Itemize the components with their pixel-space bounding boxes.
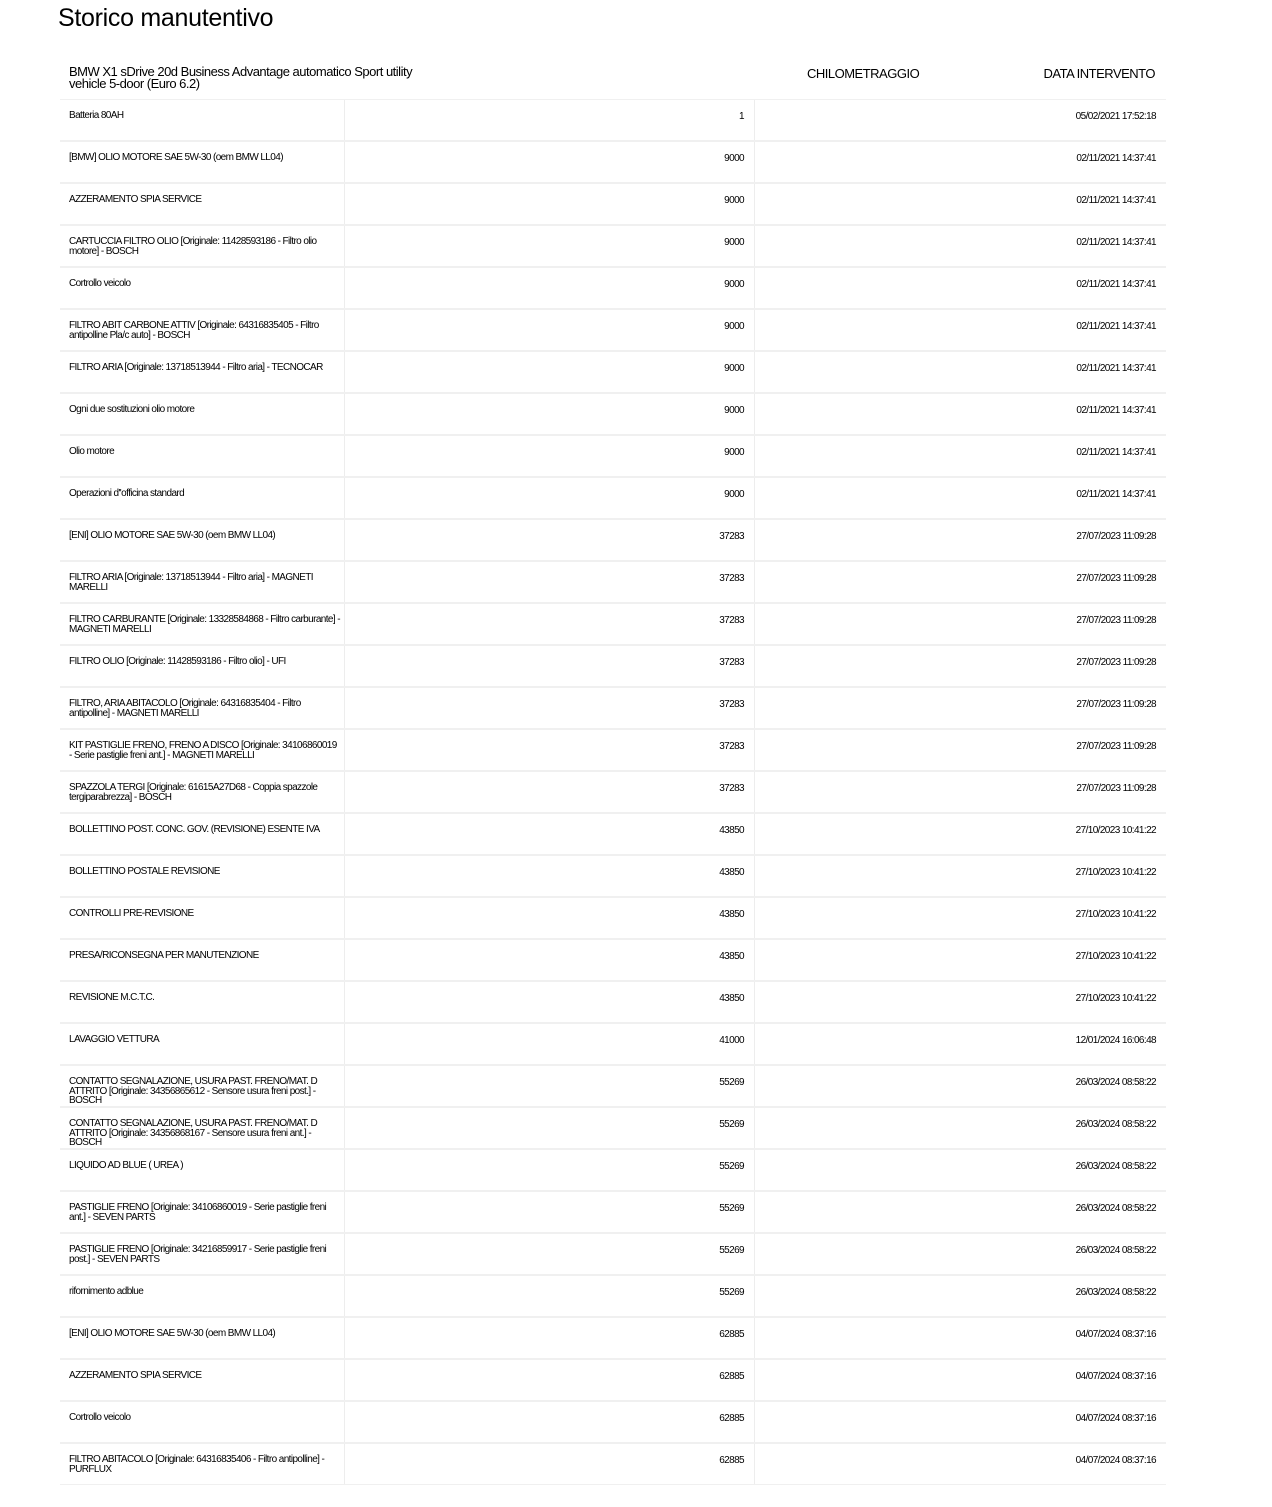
row-km: 9000 <box>724 195 744 206</box>
row-km: 37283 <box>719 573 744 584</box>
row-date: 12/01/2024 16:06:48 <box>1075 1035 1156 1046</box>
row-date: 27/07/2023 11:09:28 <box>1076 615 1156 626</box>
date-column-header: DATA INTERVENTO <box>1043 66 1155 81</box>
row-description: FILTRO CARBURANTE [Originale: 13328584868 - Filtro carburante] - MAGNETI MARELLI <box>69 614 340 635</box>
row-description: Operazioni d''officina standard <box>69 488 185 499</box>
row-date: 27/10/2023 10:41:22 <box>1075 951 1156 962</box>
row-description: Ogni due sostituzioni olio motore <box>69 404 195 415</box>
table-row <box>60 771 1166 813</box>
row-date: 26/03/2024 08:58:22 <box>1075 1287 1156 1298</box>
row-date: 27/07/2023 11:09:28 <box>1076 657 1156 668</box>
row-date: 27/10/2023 10:41:22 <box>1075 867 1156 878</box>
table-header <box>60 60 1166 98</box>
row-km: 43850 <box>719 825 744 836</box>
table-row <box>60 855 1166 897</box>
row-km: 37283 <box>719 657 744 668</box>
row-km: 41000 <box>719 1035 744 1046</box>
row-date: 02/11/2021 14:37:41 <box>1076 489 1156 500</box>
row-date: 27/07/2023 11:09:28 <box>1076 741 1156 752</box>
row-km: 9000 <box>724 237 744 248</box>
table-row <box>60 813 1166 855</box>
row-date: 04/07/2024 08:37:16 <box>1075 1455 1156 1466</box>
row-km: 1 <box>739 111 744 122</box>
table-row <box>60 435 1166 477</box>
table-row <box>60 603 1166 645</box>
row-km: 37283 <box>719 783 744 794</box>
row-date: 27/07/2023 11:09:28 <box>1076 699 1156 710</box>
row-description: KIT PASTIGLIE FRENO, FRENO A DISCO [Originale: 34106860019 - Serie pastiglie freni ant.] - MAGNETI MARELLI <box>69 740 337 761</box>
table-row <box>60 1443 1166 1485</box>
row-description: PRESA/RICONSEGNA PER MANUTENZIONE <box>69 950 259 961</box>
row-date: 02/11/2021 14:37:41 <box>1076 237 1156 248</box>
row-km: 62885 <box>719 1371 744 1382</box>
row-description: Cortrollo veicolo <box>69 1412 131 1423</box>
row-date: 02/11/2021 14:37:41 <box>1076 321 1156 332</box>
maintenance-table <box>60 99 1166 1485</box>
row-description: AZZERAMENTO SPIA SERVICE <box>69 1370 202 1381</box>
row-km: 62885 <box>719 1329 744 1340</box>
table-row <box>60 1359 1166 1401</box>
table-row <box>60 225 1166 267</box>
row-km: 9000 <box>724 321 744 332</box>
table-row <box>60 267 1166 309</box>
row-km: 9000 <box>724 279 744 290</box>
row-km: 37283 <box>719 531 744 542</box>
table-row <box>60 1023 1166 1065</box>
row-date: 02/11/2021 14:37:41 <box>1076 405 1156 416</box>
row-description: FILTRO ARIA [Originale: 13718513944 - Filtro aria] - TECNOCAR <box>69 362 323 373</box>
row-date: 26/03/2024 08:58:22 <box>1075 1161 1156 1172</box>
row-description: CONTROLLI PRE-REVISIONE <box>69 908 194 919</box>
table-row <box>60 939 1166 981</box>
row-km: 9000 <box>724 447 744 458</box>
row-km: 9000 <box>724 153 744 164</box>
row-description: [ENI] OLIO MOTORE SAE 5W-30 (oem BMW LL04) <box>69 530 276 541</box>
row-km: 43850 <box>719 993 744 1004</box>
table-row <box>60 561 1166 603</box>
row-date: 27/10/2023 10:41:22 <box>1075 993 1156 1004</box>
row-date: 26/03/2024 08:58:22 <box>1075 1119 1156 1130</box>
table-row <box>60 1233 1166 1275</box>
row-date: 27/07/2023 11:09:28 <box>1076 531 1156 542</box>
row-date: 27/10/2023 10:41:22 <box>1075 909 1156 920</box>
km-column-header: CHILOMETRAGGIO <box>807 66 920 81</box>
row-date: 04/07/2024 08:37:16 <box>1075 1413 1156 1424</box>
row-date: 27/07/2023 11:09:28 <box>1076 783 1156 794</box>
row-description: LAVAGGIO VETTURA <box>69 1034 160 1045</box>
table-row <box>60 1107 1166 1149</box>
page-title: Storico manutentivo <box>58 4 274 32</box>
table-row <box>60 393 1166 435</box>
row-km: 55269 <box>719 1119 744 1130</box>
row-description: SPAZZOLA TERGI [Originale: 61615A27D68 - Coppia spazzole tergiparabrezza] - BOSCH <box>69 782 318 803</box>
row-description: rifornimento adblue <box>69 1286 144 1297</box>
row-date: 27/07/2023 11:09:28 <box>1076 573 1156 584</box>
row-km: 55269 <box>719 1245 744 1256</box>
row-date: 26/03/2024 08:58:22 <box>1075 1203 1156 1214</box>
row-description: Cortrollo veicolo <box>69 278 131 289</box>
row-km: 55269 <box>719 1161 744 1172</box>
table-row <box>60 1275 1166 1317</box>
row-description: [BMW] OLIO MOTORE SAE 5W-30 (oem BMW LL04) <box>69 152 283 163</box>
row-date: 27/10/2023 10:41:22 <box>1075 825 1156 836</box>
row-km: 55269 <box>719 1077 744 1088</box>
row-description: REVISIONE M.C.T.C. <box>69 992 155 1003</box>
table-row <box>60 1149 1166 1191</box>
row-description: FILTRO, ARIA ABITACOLO [Originale: 64316835404 - Filtro antipolline] - MAGNETI MARELLI <box>69 698 301 719</box>
row-description: FILTRO ARIA [Originale: 13718513944 - Filtro aria] - MAGNETI MARELLI <box>69 572 313 593</box>
row-date: 26/03/2024 08:58:22 <box>1075 1077 1156 1088</box>
row-description: CONTATTO SEGNALAZIONE, USURA PAST. FRENO/MAT. D ATTRITO [Originale: 34356865612 - Sensore usura freni post.] - BOSCH <box>69 1076 318 1106</box>
row-description: CARTUCCIA FILTRO OLIO [Originale: 11428593186 - Filtro olio motore] - BOSCH <box>69 236 317 257</box>
row-km: 55269 <box>719 1203 744 1214</box>
table-row <box>60 1191 1166 1233</box>
row-km: 43850 <box>719 867 744 878</box>
row-date: 02/11/2021 14:37:41 <box>1076 363 1156 374</box>
row-description: BOLLETTINO POST. CONC. GOV. (REVISIONE) ESENTE IVA <box>69 824 320 835</box>
row-description: BOLLETTINO POSTALE REVISIONE <box>69 866 220 877</box>
table-row <box>60 1065 1166 1107</box>
row-km: 37283 <box>719 741 744 752</box>
row-date: 02/11/2021 14:37:41 <box>1076 153 1156 164</box>
row-description: PASTIGLIE FRENO [Originale: 34216859917 - Serie pastiglie freni post.] - SEVEN PARTS <box>69 1244 327 1265</box>
row-date: 02/11/2021 14:37:41 <box>1076 279 1156 290</box>
row-description: FILTRO OLIO [Originale: 11428593186 - Filtro olio] - UFI <box>69 656 286 667</box>
row-description: AZZERAMENTO SPIA SERVICE <box>69 194 202 205</box>
row-description: [ENI] OLIO MOTORE SAE 5W-30 (oem BMW LL04) <box>69 1328 276 1339</box>
row-km: 37283 <box>719 615 744 626</box>
row-date: 02/11/2021 14:37:41 <box>1076 447 1156 458</box>
table-row <box>60 645 1166 687</box>
table-row <box>60 1401 1166 1443</box>
row-km: 62885 <box>719 1455 744 1466</box>
row-date: 26/03/2024 08:58:22 <box>1075 1245 1156 1256</box>
table-row <box>60 351 1166 393</box>
row-km: 62885 <box>719 1413 744 1424</box>
row-description: FILTRO ABIT CARBONE ATTIV [Originale: 64316835405 - Filtro antipolline Pla/c auto] - BOSCH <box>69 320 319 341</box>
row-description: Olio motore <box>69 446 115 457</box>
table-row <box>60 519 1166 561</box>
row-km: 37283 <box>719 699 744 710</box>
table-row <box>60 183 1166 225</box>
row-km: 55269 <box>719 1287 744 1298</box>
row-description: LIQUIDO AD BLUE ( UREA ) <box>69 1160 183 1171</box>
row-description: CONTATTO SEGNALAZIONE, USURA PAST. FRENO/MAT. D ATTRITO [Originale: 34356868167 - Sensore usura freni ant.] - BOSCH <box>69 1118 318 1148</box>
row-description: PASTIGLIE FRENO [Originale: 34106860019 - Serie pastiglie freni ant.] - SEVEN PARTS <box>69 1202 327 1223</box>
table-row <box>60 897 1166 939</box>
row-date: 04/07/2024 08:37:16 <box>1075 1329 1156 1340</box>
row-date: 04/07/2024 08:37:16 <box>1075 1371 1156 1382</box>
row-km: 9000 <box>724 363 744 374</box>
table-row <box>60 981 1166 1023</box>
vehicle-description: BMW X1 sDrive 20d Business Advantage automatico Sport utility vehicle 5-door (Euro 6.2) <box>69 64 413 91</box>
table-row <box>60 309 1166 351</box>
row-date: 02/11/2021 14:37:41 <box>1076 195 1156 206</box>
row-km: 9000 <box>724 489 744 500</box>
row-km: 43850 <box>719 909 744 920</box>
row-km: 9000 <box>724 405 744 416</box>
table-row <box>60 687 1166 729</box>
table-row <box>60 141 1166 183</box>
row-description: FILTRO ABITACOLO [Originale: 64316835406 - Filtro antipolline] - PURFLUX <box>69 1454 325 1475</box>
row-date: 05/02/2021 17:52:18 <box>1075 111 1156 122</box>
row-km: 43850 <box>719 951 744 962</box>
table-row <box>60 1317 1166 1359</box>
table-row <box>60 477 1166 519</box>
table-row <box>60 729 1166 771</box>
table-row <box>60 99 1166 141</box>
row-description: Batteria 80AH <box>69 110 124 121</box>
